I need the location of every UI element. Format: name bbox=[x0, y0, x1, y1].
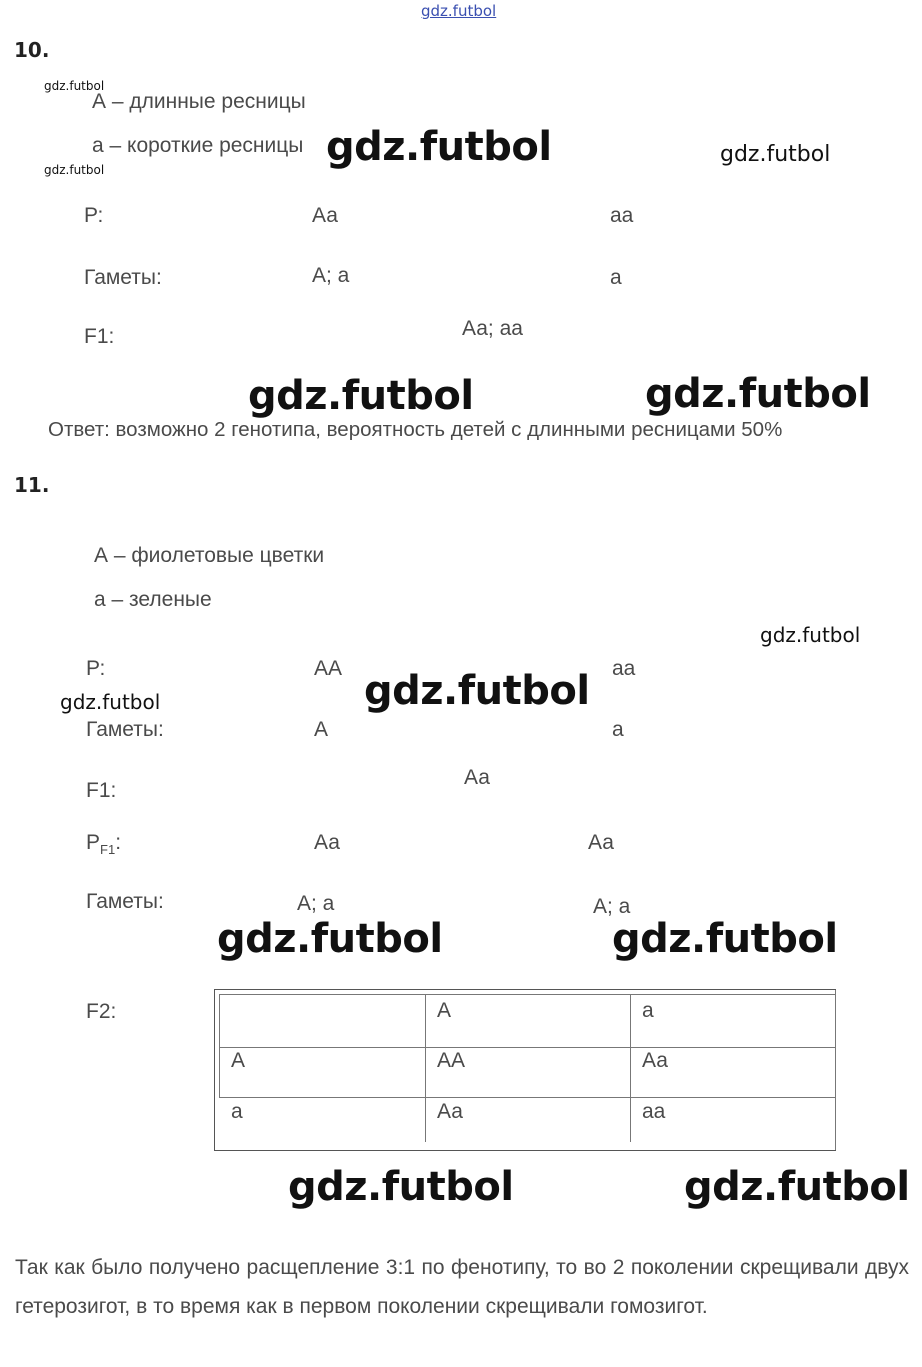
parent-left-genotype: АА bbox=[314, 657, 343, 680]
punnett-row bbox=[219, 1047, 835, 1098]
f1-genotype: Аа bbox=[464, 766, 490, 789]
watermark-medium: gdz.futbol bbox=[760, 623, 861, 647]
punnett-header-gamete: А bbox=[437, 999, 452, 1022]
pf1-left-genotype: Аа bbox=[314, 831, 340, 854]
watermark-large: gdz.futbol bbox=[288, 1164, 514, 1210]
watermark-large: gdz.futbol bbox=[645, 371, 871, 417]
gametes2-right: А; а bbox=[593, 895, 631, 918]
conclusion-paragraph: Так как было получено расщепление 3:1 по фенотипу, то во 2 поколении скрещивали двух гетерозигот, в то время как в первом поколении скрещивали гомозигот. bbox=[15, 1256, 909, 1318]
parents-label: Р: bbox=[86, 657, 106, 680]
gametes2-left: А; а bbox=[297, 892, 335, 915]
f1-label: F1: bbox=[84, 325, 115, 348]
task-11-number: 11. bbox=[14, 473, 50, 497]
punnett-cell: Аа bbox=[642, 1049, 668, 1072]
punnett-cell: Аа bbox=[437, 1100, 463, 1123]
gametes2-label: Гаметы: bbox=[86, 890, 164, 913]
punnett-row-header bbox=[219, 994, 835, 1048]
punnett-cell: АА bbox=[437, 1049, 466, 1072]
gametes-right: а bbox=[612, 718, 624, 741]
punnett-row-gamete: а bbox=[231, 1100, 243, 1123]
punnett-row-gamete: А bbox=[231, 1049, 246, 1072]
parent-right-genotype: аа bbox=[612, 657, 636, 680]
parents-label: Р: bbox=[84, 204, 104, 227]
task-10-answer: Ответ: возможно 2 генотипа, вероятность детей с длинными ресницами 50% bbox=[48, 418, 783, 441]
gametes-label: Гаметы: bbox=[84, 266, 162, 289]
gametes-label: Гаметы: bbox=[86, 718, 164, 741]
watermark-large: gdz.futbol bbox=[326, 124, 552, 170]
f1-genotypes: Аа; аа bbox=[462, 317, 523, 340]
pf1-right-genotype: Аа bbox=[588, 831, 614, 854]
parent-right-genotype: аа bbox=[610, 204, 634, 227]
punnett-divider bbox=[425, 994, 426, 1142]
top-watermark: gdz.futbol bbox=[421, 2, 497, 20]
watermark-small: gdz.futbol bbox=[44, 163, 105, 177]
pf1-label: $Р_{F1}$: bbox=[86, 831, 122, 858]
legend-dominant: А – фиолетовые цветки bbox=[94, 544, 325, 567]
punnett-header-gamete: а bbox=[642, 999, 654, 1022]
task-10-number: 10. bbox=[14, 38, 50, 62]
punnett-cell: аа bbox=[642, 1100, 666, 1123]
gametes-left: А; а bbox=[312, 264, 350, 287]
watermark-large: gdz.futbol bbox=[217, 916, 443, 962]
punnett-divider bbox=[630, 994, 631, 1142]
punnett-square bbox=[214, 989, 836, 1151]
gametes-right: а bbox=[610, 266, 622, 289]
f1-label: F1: bbox=[86, 779, 117, 802]
watermark-medium: gdz.futbol bbox=[60, 690, 161, 714]
watermark-medium: gdz.futbol bbox=[720, 142, 831, 167]
punnett-divider bbox=[835, 990, 836, 1150]
watermark-large: gdz.futbol bbox=[612, 916, 838, 962]
watermark-large: gdz.futbol bbox=[684, 1164, 910, 1210]
gametes-left: А bbox=[314, 718, 329, 741]
watermark-large: gdz.futbol bbox=[364, 668, 590, 714]
legend-dominant: А – длинные ресницы bbox=[92, 90, 306, 113]
legend-recessive: а – зеленые bbox=[94, 588, 212, 611]
parent-left-genotype: Аа bbox=[312, 204, 338, 227]
watermark-small: gdz.futbol bbox=[44, 79, 105, 93]
legend-recessive: а – короткие ресницы bbox=[92, 134, 304, 157]
f2-label: F2: bbox=[86, 1000, 117, 1023]
watermark-large: gdz.futbol bbox=[248, 373, 474, 419]
